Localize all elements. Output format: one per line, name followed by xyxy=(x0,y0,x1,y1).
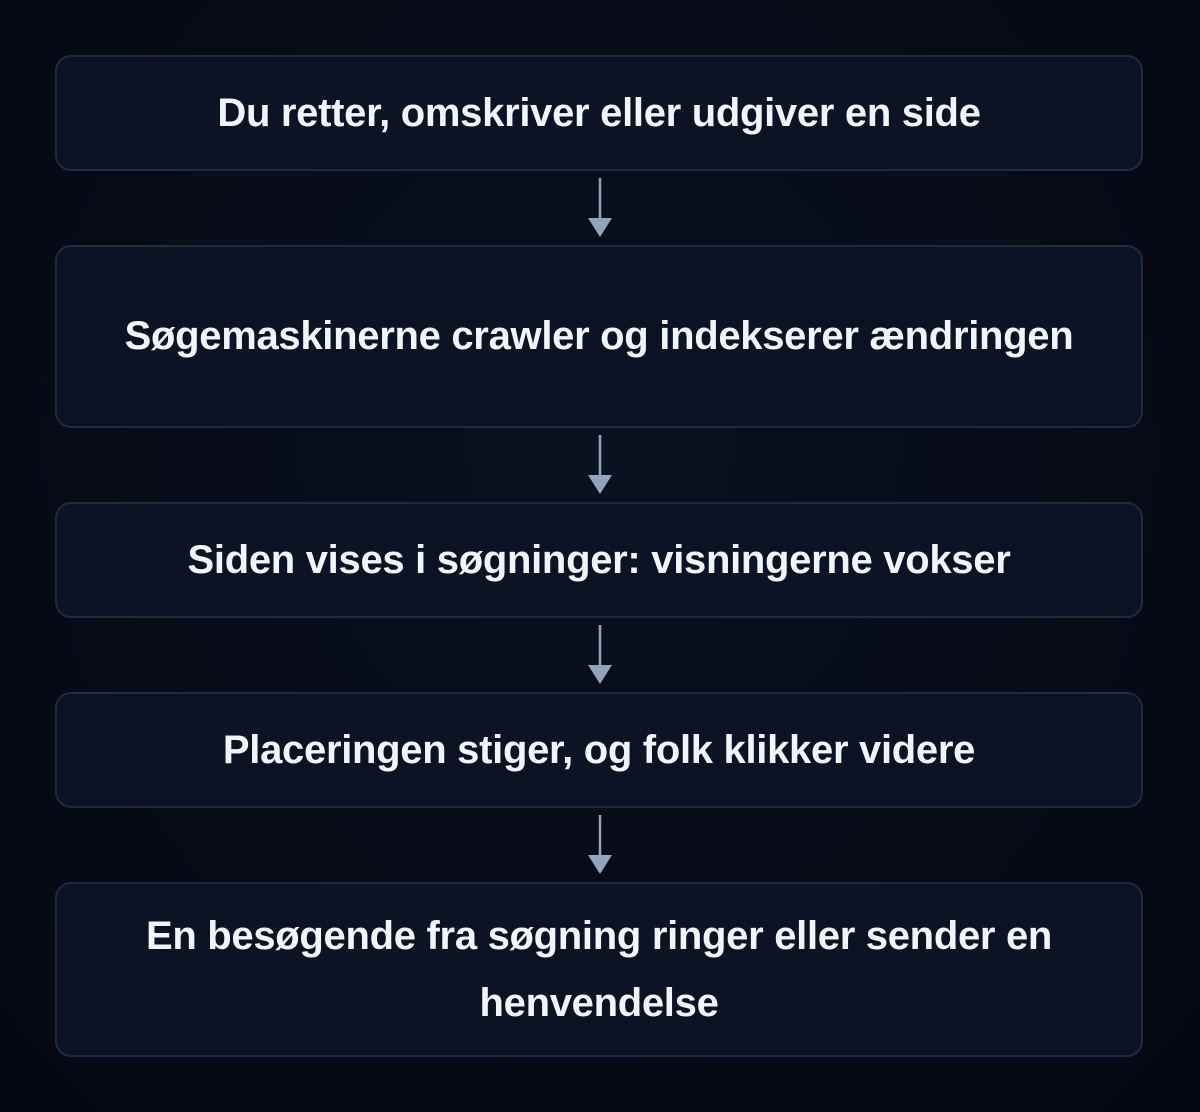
step-crawl-index xyxy=(55,245,1143,428)
arrow-down-icon xyxy=(586,625,614,685)
step-edit-page xyxy=(55,55,1143,171)
arrow-down-icon xyxy=(586,178,614,238)
arrow-down-icon xyxy=(586,435,614,495)
arrow-down-icon xyxy=(586,815,614,875)
step-label: Du retter, omskriver eller udgiver en side xyxy=(217,90,981,135)
step-label: En besøgende fra søgning ringer eller sender en henvendelse xyxy=(145,913,1053,1025)
step-label: Siden vises i søgninger: visningerne vokser xyxy=(187,537,1011,582)
step-impressions-grow xyxy=(55,502,1143,618)
step-label: Søgemaskinerne crawler og indekserer ændringen xyxy=(124,314,1074,358)
step-ranking-clicks xyxy=(55,692,1143,808)
step-visitor-contacts xyxy=(55,882,1143,1057)
step-label: Placeringen stiger, og folk klikker videre xyxy=(222,727,976,772)
